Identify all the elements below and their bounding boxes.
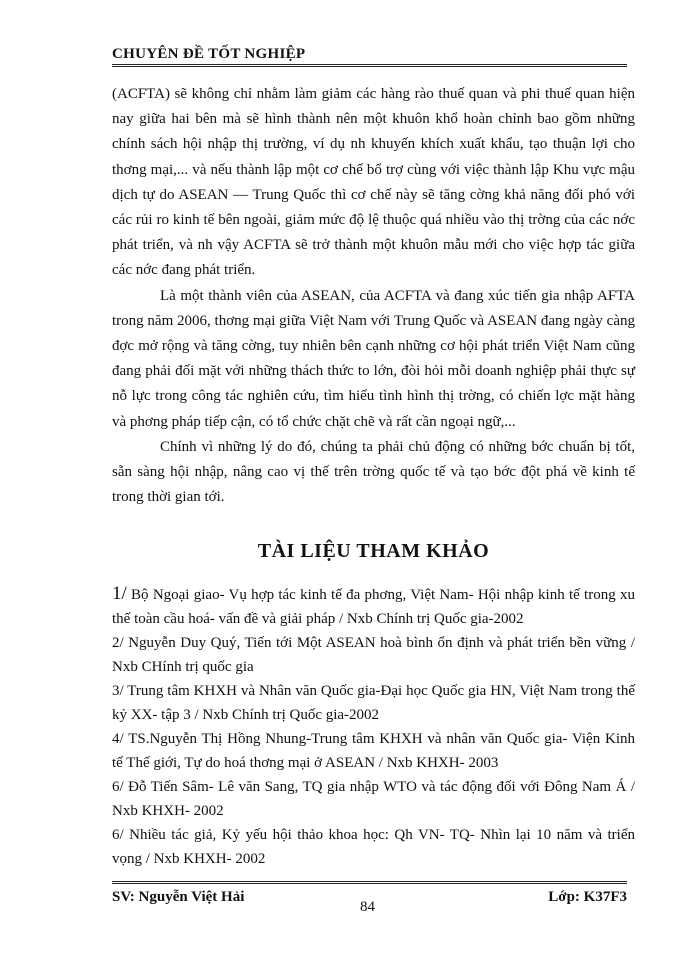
header-divider [112, 64, 627, 67]
references-title: TÀI LIỆU THAM KHẢO [257, 540, 490, 562]
reference-number: 6/ [112, 827, 124, 843]
reference-number: 1/ [112, 583, 127, 604]
reference-item [112, 631, 635, 679]
reference-text: TS.Nguyễn Thị Hồng Nhung-Trung tâm KHXH và nhân văn Quốc gia- Viện Kinh tế Thế giới, Tự do hoá thơng mại ở ASEAN / Nxb KHXH- 2003 [112, 731, 635, 771]
references-list [112, 582, 635, 871]
paragraph: Là một thành viên của ASEAN, của ACFTA và đang xúc tiến gia nhập AFTA trong năm 2006, thơng mại giữa Việt Nam với Trung Quốc và ASEAN đang ngày càng đợc mở rộng và tăng cờng, tuy nhiên bên cạnh những cơ hội phát triển Việt Nam cũng đang phải đối mặt với những thách thức to lớn, đòi hỏi mỗi doanh nghiệp phải thực sự nỗ lực trong công tác nghiên cứu, tìm hiểu tình hình thị trờng, có chiến lợc mặt hàng và phơng pháp tiếp cận, có tổ chức chặt chẽ và rất cần ngoại ngữ,... [112, 287, 635, 430]
footer-class-label: Lớp: K37F3 [548, 889, 627, 905]
reference-item [112, 775, 635, 823]
reference-number: 2/ [112, 635, 124, 651]
reference-text: Đỗ Tiến Sâm- Lê văn Sang, TQ gia nhập WTO và tác động đối với Đông Nam Á / Nxb KHXH- 2002 [112, 779, 635, 819]
reference-number: 6/ [112, 779, 124, 795]
reference-number: 4/ [112, 731, 124, 747]
reference-text: Nguyễn Duy Quý, Tiến tới Một ASEAN hoà bình ổn định và phát triển bền vững / Nxb CHính trị quốc gia [112, 635, 635, 675]
page-number: 84 [360, 899, 375, 915]
document-header-title: CHUYÊN ĐỀ TỐT NGHIỆP [112, 46, 306, 62]
reference-text: Nhiều tác giả, Kỷ yếu hội thảo khoa học: Qh VN- TQ- Nhìn lại 10 năm và triển vọng / Nxb KHXH- 2002 [112, 827, 635, 867]
footer-student-name: SV: Nguyễn Việt Hải [112, 889, 245, 905]
reference-number: 3/ [112, 683, 124, 699]
paragraph: (ACFTA) sẽ không chỉ nhằm làm giảm các hàng rào thuế quan và phi thuế quan hiện nay giữa hai bên mà sẽ hình thành nên một khuôn khổ hoàn chỉnh bao gồm những chính sách hội nhập thị trường, ví dụ nh khuyến khích xuất khẩu, tạo thuận lợi cho thơng mại,... và nếu thành lập một cơ chế bổ trợ cùng với việc thành lập Khu vực mậu dịch tự do ASEAN — Trung Quốc thì cơ chế này sẽ tăng cờng khả năng đối phó với các rủi ro kinh tế bên ngoài, giảm mức độ lệ thuộc quá nhiều vào thị trờng của các nớc phát triển, và nh vậy ACFTA sẽ trở thành một khuôn mẫu mới cho việc hợp tác giữa các nớc đang phát triển. [112, 86, 635, 279]
reference-item [112, 679, 635, 727]
reference-item [112, 727, 635, 775]
body-text [112, 82, 635, 510]
reference-text: Trung tâm KHXH và Nhân văn Quốc gia-Đại học Quốc gia HN, Việt Nam trong thế kỷ XX- tập 3 / Nxb Chính trị Quốc gia-2002 [112, 683, 635, 723]
footer-divider [112, 881, 627, 884]
paragraph: Chính vì những lý do đó, chúng ta phải chủ động có những bớc chuẩn bị tốt, sẵn sàng hội nhập, nâng cao vị thế trên trờng quốc tế và tạo bớc đột phá về kinh tế trong thời gian tới. [112, 438, 635, 506]
reference-item [112, 582, 635, 631]
reference-text: Bộ Ngoại giao- Vụ hợp tác kinh tế đa phơng, Việt Nam- Hội nhập kinh tế trong xu thế toàn cầu hoá- vấn đề và giải pháp / Nxb Chính trị Quốc gia-2002 [112, 587, 635, 627]
reference-item [112, 823, 635, 871]
